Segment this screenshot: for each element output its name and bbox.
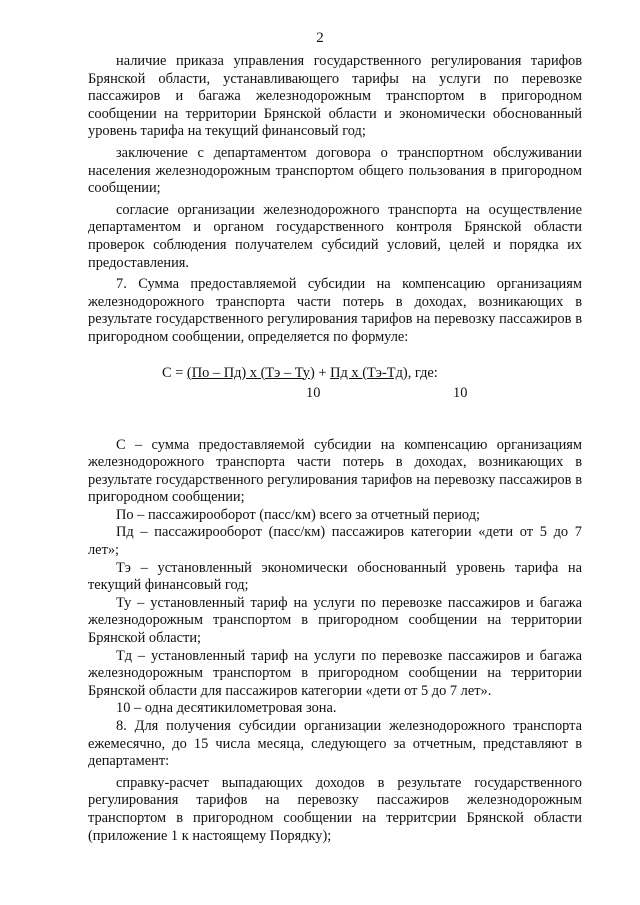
formula-tail: , где: <box>407 364 438 381</box>
page-number: 2 <box>316 30 324 46</box>
definition-td: Тд – установленный тариф на услуги по перевозке пассажиров и багажа железнодорожным транспортом в пригородном сообщении на территории Брянской области для пассажиров категории «дети от 5 до 7 лет». <box>88 647 582 699</box>
definition-te: Тэ – установленный экономически обоснованный уровень тарифа на текущий финансовый год; <box>88 559 582 594</box>
paragraph-calculation-certificate: справку-расчет выпадающих доходов в результате государственного регулирования тарифов на перевозку пассажиров железнодорожным транспортом в пригородном сообщении на территсрии Брянской области (приложение 1 к настоящему Порядку); <box>88 774 582 844</box>
definition-zone: 10 – одна десятикилометровая зона. <box>116 700 337 717</box>
formula-numerator-line <box>162 365 438 383</box>
formula-denominator-2: 10 <box>453 384 468 401</box>
subsidy-formula <box>88 365 582 403</box>
formula-lhs: С = <box>162 364 187 381</box>
paragraph-item-7: 7. Сумма предоставляемой субсидии на компенсацию организациям железнодорожного транспорта части потерь в доходах, возникающих в результате государственного регулирования тарифов на перевозку пассажиров в пригородном сообщении, определяется по формуле: <box>88 276 582 345</box>
definition-tu: Ту – установленный тариф на услуги по перевозке пассажиров и багажа железнодорожным транспортом в пригородном сообщении на территории Брянской области; <box>88 594 582 647</box>
paragraph-consent-requirement: согласие организации железнодорожного транспорта на осуществление департаментом и органом государственного контроля Брянской области проверок соблюдения получателем субсидий условий, целей и порядка их предоставления. <box>88 201 582 271</box>
paragraph-item-8: 8. Для получения субсидии организации железнодорожного транспорта ежемесячно, до 15 числа месяца, следующего за отчетным, представляют в департамент: <box>88 718 582 770</box>
formula-numerator-2: Пд х (Тэ-Тд) <box>330 364 408 381</box>
document-body <box>88 53 582 849</box>
definition-po: По – пассажирооборот (пасс/км) всего за отчетный период; <box>116 506 481 523</box>
definition-c: С – сумма предоставляемой субсидии на компенсацию организациям железнодорожного транспорта части потерь в доходах, возникающих в результате государственного регулирования тарифов на перевозку пассажиров в пригородном сообщении; <box>88 436 582 506</box>
formula-numerator-1: (По – Пд) х (Тэ – Ту) <box>186 364 315 381</box>
formula-plus: + <box>314 364 331 381</box>
paragraph-contract-requirement: заключение с департаментом договора о транспортном обслуживании населения железнодорожным транспортом общего пользования в пригородном сообщении; <box>88 144 582 197</box>
formula-denominator-1: 10 <box>306 384 321 401</box>
definition-pd: Пд – пассажирооборот (пасс/км) пассажиров категории «дети от 5 до 7 лет»; <box>88 524 582 559</box>
paragraph-order-requirement: наличие приказа управления государственного регулирования тарифов Брянской области, устанавливающего тарифы на услуги по перевозке пассажиров и багажа железнодорожным транспортом в пригородном сообщении на территории Брянской области и экономически обоснованный уровень тарифа на текущий финансовый год; <box>88 53 582 140</box>
